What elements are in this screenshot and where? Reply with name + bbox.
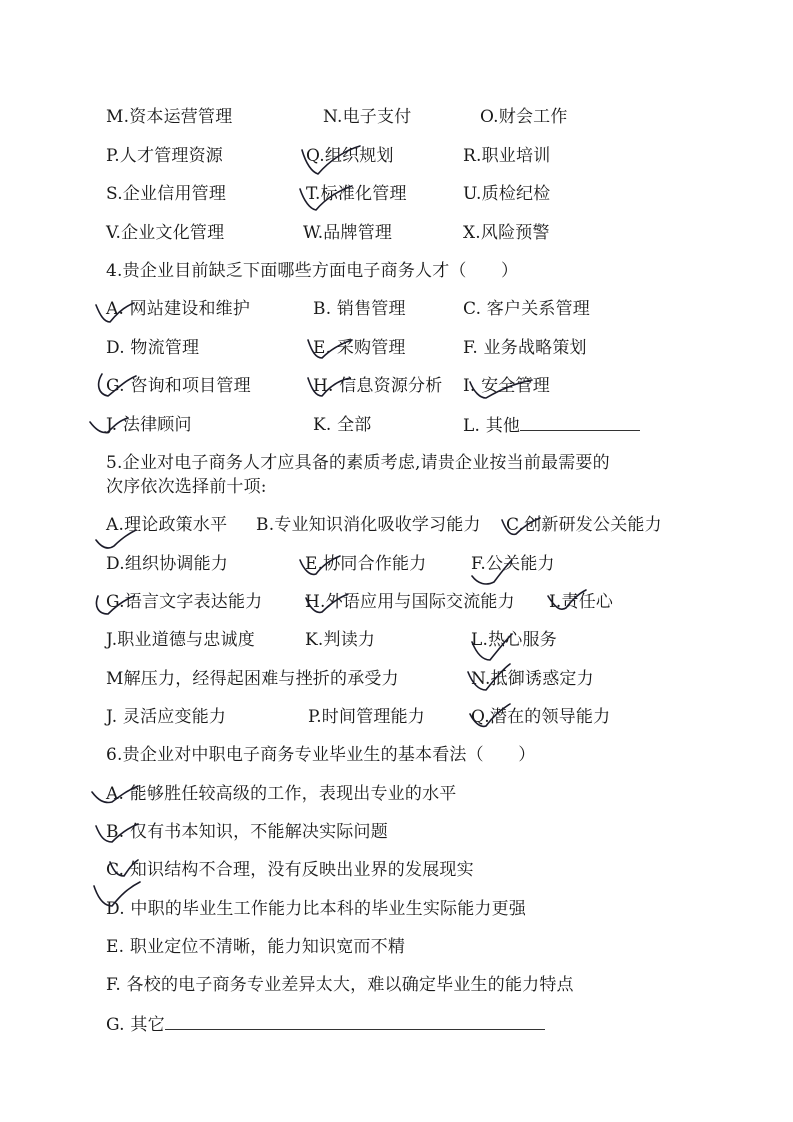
q3-option-o[interactable]: O.财会工作 (480, 107, 568, 127)
q4-option-a[interactable]: A. 网站建设和维护 (106, 299, 251, 319)
q5-option-m[interactable]: M解压力，经得起困难与挫折的承受力 (106, 669, 399, 689)
q3-option-t[interactable]: T.标准化管理 (306, 184, 407, 204)
q6-option-g[interactable] (106, 1013, 545, 1036)
q6-other-blank[interactable] (165, 1013, 545, 1030)
q5-option-k[interactable]: K.判读力 (305, 630, 376, 650)
q4-option-f[interactable]: F. 业务战略策划 (463, 338, 587, 358)
q4-option-k[interactable]: K. 全部 (313, 415, 372, 435)
q6-option-a[interactable]: A. 能够胜任较高级的工作，表现出专业的水平 (106, 784, 457, 804)
q5-option-i[interactable]: I.责任心 (549, 592, 614, 612)
q3-option-n[interactable]: N.电子支付 (323, 107, 412, 127)
q5-option-c[interactable]: C.创新研发公关能力 (506, 515, 662, 535)
q5-option-d[interactable]: D.组织协调能力 (106, 554, 229, 574)
q5-question-line2: 次序依次选择前十项: (106, 477, 267, 497)
q6-option-b[interactable]: B. 仅有书本知识，不能解决实际问题 (106, 822, 388, 842)
q3-option-r[interactable]: R.职业培训 (463, 146, 551, 166)
q5-option-g[interactable]: G.语言文字表达能力 (106, 592, 263, 612)
q4-option-g[interactable]: G. 咨询和项目管理 (106, 376, 251, 396)
q3-option-m[interactable]: M.资本运营管理 (106, 107, 233, 127)
q5-option-n[interactable]: N.抵御诱惑定力 (471, 669, 594, 689)
q5-question-line1: 5.企业对电子商务人才应具备的素质考虑,请贵企业按当前最需要的 (106, 453, 610, 473)
q5-option-q[interactable]: Q.潜在的领导能力 (471, 707, 611, 727)
q6-option-e[interactable]: E. 职业定位不清晰，能力知识宽而不精 (106, 937, 406, 957)
q3-option-w[interactable]: W.品牌管理 (303, 223, 393, 243)
q5-option-f[interactable]: F.公关能力 (471, 554, 555, 574)
q4-option-e[interactable]: E. 采购管理 (313, 338, 406, 358)
q3-option-u[interactable]: U.质检纪检 (463, 184, 551, 204)
q4-option-i[interactable]: I. 安全管理 (463, 376, 550, 396)
q5-option-j[interactable]: J.职业道德与忠诚度 (106, 630, 255, 650)
q6-option-c[interactable]: C. 知识结构不合理，没有反映出业界的发展现实 (106, 860, 474, 880)
q3-option-q[interactable]: Q.组织规划 (306, 146, 394, 166)
q5-option-p[interactable]: P.时间管理能力 (308, 707, 425, 727)
q4-option-l-label: L. 其他 (463, 416, 521, 436)
q3-option-s[interactable]: S.企业信用管理 (106, 184, 227, 204)
q4-option-d[interactable]: D. 物流管理 (106, 338, 200, 358)
q4-option-l[interactable] (463, 414, 640, 437)
q5-option-e[interactable]: E.协同合作能力 (305, 554, 427, 574)
q4-option-j[interactable]: J. 法律顾问 (106, 415, 192, 435)
q6-option-g-label: G. 其它 (106, 1015, 165, 1035)
q6-question: 6.贵企业对中职电子商务专业毕业生的基本看法（ ） (106, 745, 536, 765)
q5-option-a[interactable]: A.理论政策水平 (106, 515, 228, 535)
q6-option-d[interactable]: D. 中职的毕业生工作能力比本科的毕业生实际能力更强 (106, 899, 527, 919)
q3-option-x[interactable]: X.风险预警 (463, 223, 550, 243)
q4-option-h[interactable]: H. 信息资源分析 (313, 376, 443, 396)
q5-option-b[interactable]: B.专业知识消化吸收学习能力 (256, 515, 481, 535)
q3-option-v[interactable]: V.企业文化管理 (106, 223, 225, 243)
q5-option-h[interactable]: H.外语应用与国际交流能力 (305, 592, 515, 612)
q4-option-b[interactable]: B. 销售管理 (313, 299, 406, 319)
q4-question: 4.贵企业目前缺乏下面哪些方面电子商务人才（ ） (106, 261, 519, 281)
q3-option-p[interactable]: P.人才管理资源 (106, 146, 223, 166)
q5-option-o[interactable]: J. 灵活应变能力 (106, 707, 227, 727)
q6-option-f[interactable]: F. 各校的电子商务专业差异太大，难以确定毕业生的能力特点 (106, 975, 574, 995)
q4-option-c[interactable]: C. 客户关系管理 (463, 299, 591, 319)
q5-option-l[interactable]: L.热心服务 (471, 630, 557, 650)
q4-other-blank[interactable] (520, 414, 640, 431)
